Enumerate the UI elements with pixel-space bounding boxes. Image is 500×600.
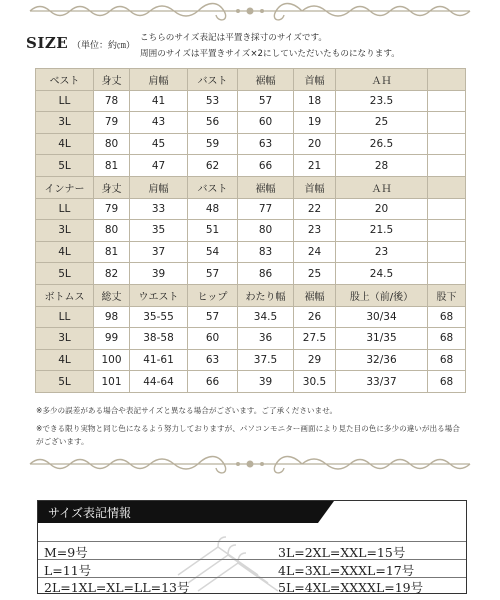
table-cell: 47 [130, 155, 188, 177]
table-cell: 81 [94, 241, 130, 263]
size-label: LL [36, 90, 94, 112]
table-cell: 33 [130, 198, 188, 220]
column-header: 裾幅 [238, 176, 294, 198]
size-label: 4L [36, 241, 94, 263]
table-cell: 25 [294, 263, 336, 285]
middle-ornament-divider [0, 453, 500, 475]
column-header: 股上（前/後） [336, 284, 428, 306]
table-cell: 29 [294, 349, 336, 371]
size-chart-box [37, 500, 467, 594]
table-cell: 86 [238, 263, 294, 285]
size-label: 4L [36, 349, 94, 371]
column-header: 首幅 [294, 176, 336, 198]
size-table-body [36, 69, 466, 393]
table-cell: 57 [188, 306, 238, 328]
size-mapping-5l: 5L=4XL=XXXXL=19号 [278, 580, 424, 594]
table-cell: 82 [94, 263, 130, 285]
table-cell: 83 [238, 241, 294, 263]
column-header: 裾幅 [238, 69, 294, 91]
bottoms-header-row [36, 284, 466, 306]
table-cell: 37 [130, 241, 188, 263]
table-cell: 80 [238, 220, 294, 242]
table-cell: 44-64 [130, 371, 188, 393]
section-title: ベスト [36, 69, 94, 91]
table-cell: 30.5 [294, 371, 336, 393]
size-title: SIZE [26, 34, 69, 52]
table-cell: 43 [130, 112, 188, 134]
table-row [36, 133, 466, 155]
table-cell: 24.5 [336, 263, 428, 285]
top-ornament-divider [0, 0, 500, 22]
table-cell [428, 198, 466, 220]
table-cell: 18 [294, 90, 336, 112]
table-cell: 98 [94, 306, 130, 328]
header-band-cutout [318, 501, 467, 523]
table-cell: 21 [294, 155, 336, 177]
table-cell: 68 [428, 328, 466, 350]
table-cell: 66 [188, 371, 238, 393]
size-mapping-m: M=9号 [44, 545, 88, 560]
footnote-color: ※できる限り実物と同じ色になるよう努力しておりますが、パソコンモニター画面により見た目の色に多少の違いが出る場合がございます。 [36, 424, 460, 446]
size-label: 3L [36, 328, 94, 350]
column-header: 首幅 [294, 69, 336, 91]
size-label: LL [36, 198, 94, 220]
table-cell: 38-58 [130, 328, 188, 350]
column-header: ヒップ [188, 284, 238, 306]
section-title: ボトムス [36, 284, 94, 306]
table-cell: 35 [130, 220, 188, 242]
table-cell: 57 [188, 263, 238, 285]
table-cell: 19 [294, 112, 336, 134]
table-cell: 57 [238, 90, 294, 112]
table-cell: 79 [94, 198, 130, 220]
table-cell [428, 155, 466, 177]
column-header: 身丈 [94, 69, 130, 91]
table-cell: 60 [188, 328, 238, 350]
table-cell: 60 [238, 112, 294, 134]
table-cell: 39 [130, 263, 188, 285]
table-cell: 27.5 [294, 328, 336, 350]
table-cell: 54 [188, 241, 238, 263]
size-note-circumference: 周囲のサイズは平置きサイズ×2にしていただいたものになります。 [140, 49, 400, 59]
table-cell: 99 [94, 328, 130, 350]
inner-header-row [36, 176, 466, 198]
table-cell: 25 [336, 112, 428, 134]
size-header [26, 30, 496, 68]
table-cell: 23.5 [336, 90, 428, 112]
table-cell: 37.5 [238, 349, 294, 371]
column-header: 股下 [428, 284, 466, 306]
table-cell: 80 [94, 220, 130, 242]
footnote-tolerance: ※多少の誤差がある場合や表記サイズと異なる場合がございます。ご了承くださいませ。 [36, 406, 338, 415]
table-cell: 39 [238, 371, 294, 393]
size-label: 3L [36, 220, 94, 242]
table-cell: 20 [336, 198, 428, 220]
table-row [36, 371, 466, 393]
column-header: 身丈 [94, 176, 130, 198]
size-label: 4L [36, 133, 94, 155]
table-cell: 101 [94, 371, 130, 393]
column-header: バスト [188, 69, 238, 91]
size-mapping-4l: 4L=3XL=XXXL=17号 [278, 563, 415, 578]
column-header: わたり幅 [238, 284, 294, 306]
size-label: 5L [36, 371, 94, 393]
column-header: ウエスト [130, 284, 188, 306]
table-cell: 78 [94, 90, 130, 112]
size-chart-header-band [38, 501, 467, 523]
table-row [36, 306, 466, 328]
table-cell: 45 [130, 133, 188, 155]
table-cell: 77 [238, 198, 294, 220]
table-cell: 28 [336, 155, 428, 177]
table-cell [428, 220, 466, 242]
table-cell: 21.5 [336, 220, 428, 242]
section-title: インナー [36, 176, 94, 198]
table-cell: 68 [428, 306, 466, 328]
table-cell: 68 [428, 371, 466, 393]
size-chart-title: サイズ表記情報 [48, 506, 132, 520]
table-cell: 63 [238, 133, 294, 155]
size-mapping-3l: 3L=2XL=XXL=15号 [278, 545, 406, 560]
column-header: 肩幅 [130, 69, 188, 91]
table-cell: 26 [294, 306, 336, 328]
table-cell: 41-61 [130, 349, 188, 371]
column-header: ＡＨ [336, 176, 428, 198]
size-label: 5L [36, 263, 94, 285]
table-cell: 34.5 [238, 306, 294, 328]
table-cell: 23 [336, 241, 428, 263]
size-mapping-2l: 2L=1XL=XL=LL=13号 [44, 580, 190, 594]
size-chart-rule [38, 541, 467, 542]
table-cell: 24 [294, 241, 336, 263]
size-label: 3L [36, 112, 94, 134]
table-cell: 62 [188, 155, 238, 177]
table-cell: 59 [188, 133, 238, 155]
table-cell: 35-55 [130, 306, 188, 328]
table-row [36, 328, 466, 350]
size-table [35, 68, 466, 393]
table-cell [428, 241, 466, 263]
column-header: ＡＨ [336, 69, 428, 91]
table-cell: 20 [294, 133, 336, 155]
table-row [36, 349, 466, 371]
column-header: 肩幅 [130, 176, 188, 198]
table-row [36, 263, 466, 285]
size-label: LL [36, 306, 94, 328]
table-cell: 66 [238, 155, 294, 177]
table-cell: 33/37 [336, 371, 428, 393]
table-row [36, 241, 466, 263]
table-cell: 36 [238, 328, 294, 350]
table-row [36, 198, 466, 220]
table-row [36, 112, 466, 134]
table-cell [428, 90, 466, 112]
table-cell: 41 [130, 90, 188, 112]
table-cell: 68 [428, 349, 466, 371]
table-cell: 80 [94, 133, 130, 155]
table-cell: 53 [188, 90, 238, 112]
column-header: 総丈 [94, 284, 130, 306]
table-cell: 100 [94, 349, 130, 371]
table-cell [428, 263, 466, 285]
size-unit: （単位：約㎝） [72, 41, 136, 51]
table-cell: 31/35 [336, 328, 428, 350]
size-note-flat: こちらのサイズ表記は平置き採寸のサイズです。 [140, 33, 327, 43]
table-row [36, 220, 466, 242]
column-header: バスト [188, 176, 238, 198]
table-cell: 79 [94, 112, 130, 134]
table-cell: 48 [188, 198, 238, 220]
vest-header-row [36, 69, 466, 91]
table-cell: 63 [188, 349, 238, 371]
table-cell: 32/36 [336, 349, 428, 371]
table-cell: 81 [94, 155, 130, 177]
size-label: 5L [36, 155, 94, 177]
table-cell: 22 [294, 198, 336, 220]
size-mapping-l: L=11号 [44, 563, 92, 578]
table-cell [428, 112, 466, 134]
table-cell: 56 [188, 112, 238, 134]
table-cell: 30/34 [336, 306, 428, 328]
column-header [428, 69, 466, 91]
table-row [36, 155, 466, 177]
table-cell: 51 [188, 220, 238, 242]
table-row [36, 90, 466, 112]
table-cell [428, 133, 466, 155]
table-cell: 23 [294, 220, 336, 242]
table-cell: 26.5 [336, 133, 428, 155]
column-header: 裾幅 [294, 284, 336, 306]
column-header [428, 176, 466, 198]
